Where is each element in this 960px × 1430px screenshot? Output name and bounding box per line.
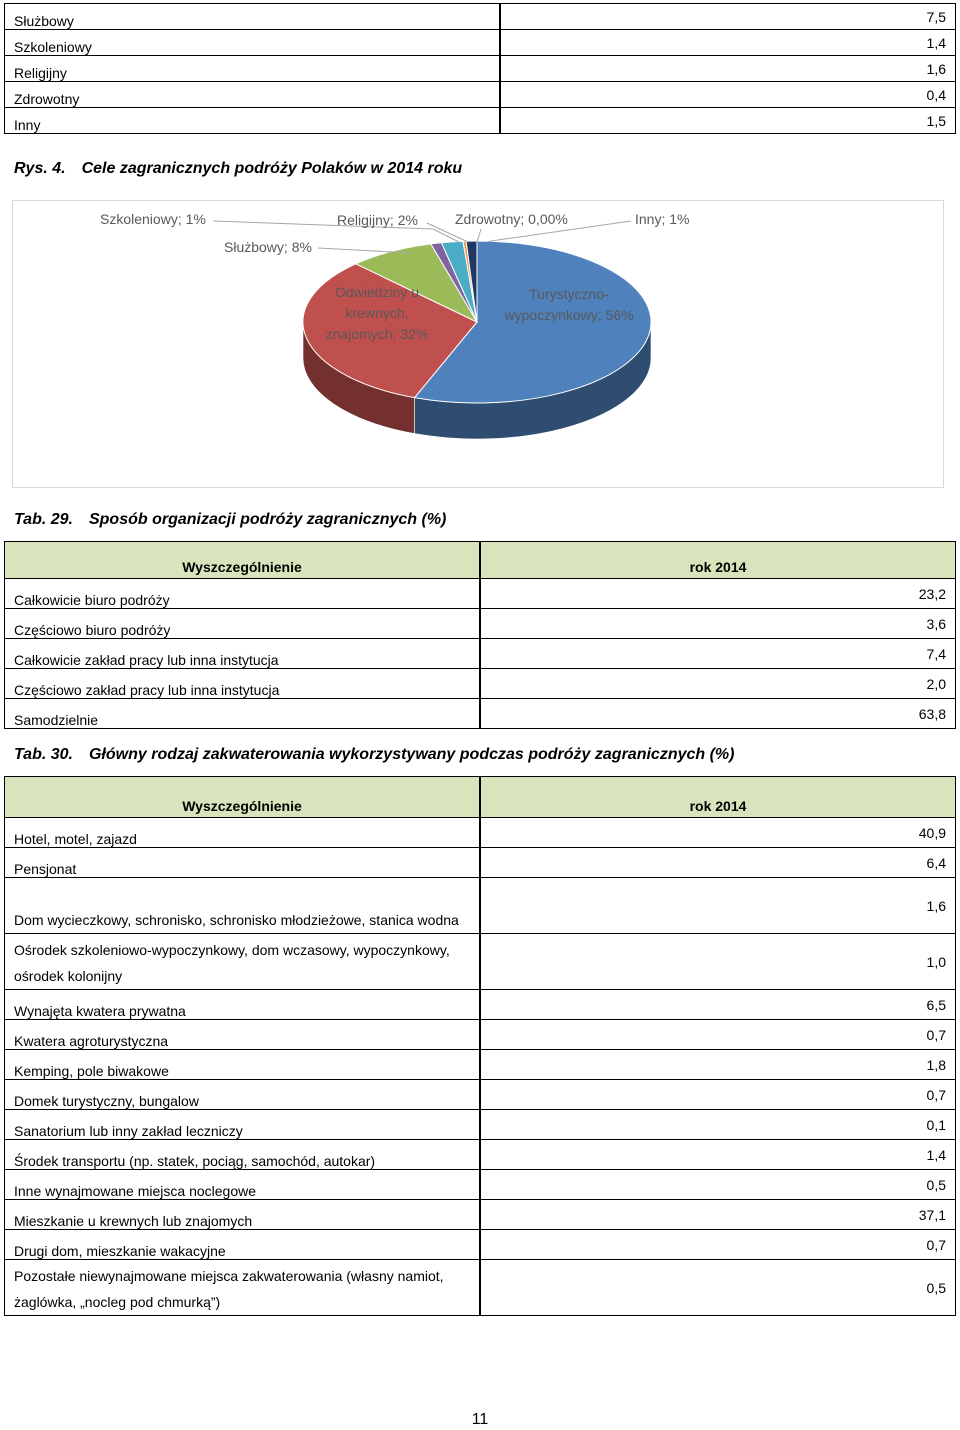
row-value: 2,0 (480, 669, 956, 699)
table-caption (14, 511, 446, 529)
table-row (5, 1200, 956, 1230)
row-label: Inne wynajmowane miejsca noclegowe (5, 1170, 481, 1200)
table-row (5, 934, 956, 990)
row-label: Wynajęta kwatera prywatna (5, 990, 481, 1020)
row-label: Domek turystyczny, bungalow (5, 1080, 481, 1110)
organization-table (4, 541, 956, 729)
table-row (5, 1230, 956, 1260)
table-caption (14, 746, 734, 764)
table-title: Sposób organizacji podróży zagranicznych (%) (88, 511, 447, 528)
column-header: Wyszczególnienie (5, 777, 481, 818)
row-label: Inny (5, 108, 501, 134)
pie-data-label: Turystyczno-wypoczynkowy; 56% (504, 286, 634, 323)
row-value: 0,5 (480, 1260, 956, 1316)
row-value: 0,7 (480, 1020, 956, 1050)
row-value: 0,7 (480, 1080, 956, 1110)
row-label: Drugi dom, mieszkanie wakacyjne (5, 1230, 481, 1260)
table-header-row (5, 777, 956, 818)
row-label: Środek transportu (np. statek, pociąg, samochód, autokar) (5, 1140, 481, 1170)
table-row (5, 818, 956, 848)
row-value: 1,4 (480, 1140, 956, 1170)
row-label: Pensjonat (5, 848, 481, 878)
purpose-table (4, 3, 956, 134)
row-value: 63,8 (480, 699, 956, 729)
table-row (5, 1140, 956, 1170)
table-row (5, 609, 956, 639)
row-label: Religijny (5, 56, 501, 82)
table-row (5, 579, 956, 609)
figure-caption (14, 160, 462, 178)
row-value: 37,1 (480, 1200, 956, 1230)
row-value: 1,8 (480, 1050, 956, 1080)
row-label: Sanatorium lub inny zakład leczniczy (5, 1110, 481, 1140)
pie-data-label: Religijny; 2% (337, 212, 418, 228)
pie-leader-line (477, 229, 481, 242)
table-row (5, 848, 956, 878)
table-row (5, 4, 956, 30)
row-value: 23,2 (480, 579, 956, 609)
row-value: 3,6 (480, 609, 956, 639)
table-row (5, 1170, 956, 1200)
row-label: Hotel, motel, zajazd (5, 818, 481, 848)
row-value: 1,4 (500, 30, 956, 56)
table-header-row (5, 542, 956, 579)
row-value: 7,4 (480, 639, 956, 669)
table-number: Tab. 30. (14, 746, 73, 763)
table-row (5, 669, 956, 699)
row-label: Ośrodek szkoleniowo-wypoczynkowy, dom wczasowy, wypoczynkowy, ośrodek kolonijny (5, 934, 481, 990)
row-value: 6,5 (480, 990, 956, 1020)
table-title: Główny rodzaj zakwaterowania wykorzystywany podczas podróży zagranicznych (%) (88, 746, 735, 763)
row-value: 1,5 (500, 108, 956, 134)
column-header: Wyszczególnienie (5, 542, 481, 579)
row-value: 7,5 (500, 4, 956, 30)
row-label: Szkoleniowy (5, 30, 501, 56)
pie-data-label: Zdrowotny; 0,00% (455, 211, 568, 227)
table-row (5, 1260, 956, 1316)
pie-data-label: Służbowy; 8% (224, 239, 312, 255)
row-value: 1,6 (500, 56, 956, 82)
pie-data-label: Szkoleniowy; 1% (100, 211, 206, 227)
row-label: Zdrowotny (5, 82, 501, 108)
row-value: 0,5 (480, 1170, 956, 1200)
table-number: Tab. 29. (14, 511, 73, 528)
table-row (5, 1080, 956, 1110)
row-value: 0,7 (480, 1230, 956, 1260)
table-row (5, 878, 956, 934)
row-label: Kemping, pole biwakowe (5, 1050, 481, 1080)
figure-number: Rys. 4. (14, 160, 66, 177)
row-label: Kwatera agroturystyczna (5, 1020, 481, 1050)
row-value: 0,1 (480, 1110, 956, 1140)
table-row (5, 639, 956, 669)
row-label: Częściowo biuro podróży (5, 609, 481, 639)
column-header: rok 2014 (480, 542, 956, 579)
row-label: Służbowy (5, 4, 501, 30)
pie-data-label: Odwiedziny u krewnych, znajomych; 32% (325, 284, 429, 342)
pie-data-label: Inny; 1% (635, 211, 690, 227)
table-row (5, 108, 956, 134)
table-row (5, 82, 956, 108)
accommodation-table (4, 776, 956, 1316)
row-value: 6,4 (480, 848, 956, 878)
row-value: 1,0 (480, 934, 956, 990)
pie-chart-svg (13, 201, 943, 487)
row-label: Całkowicie biuro podróży (5, 579, 481, 609)
table-row (5, 30, 956, 56)
row-label: Całkowicie zakład pracy lub inna instytucja (5, 639, 481, 669)
figure-title: Cele zagranicznych podróży Polaków w 2014 roku (81, 160, 463, 177)
table-row (5, 1020, 956, 1050)
row-label: Dom wycieczkowy, schronisko, schronisko młodzieżowe, stanica wodna (5, 878, 481, 934)
row-label: Samodzielnie (5, 699, 481, 729)
row-label: Częściowo zakład pracy lub inna instytucja (5, 669, 481, 699)
pie-chart (12, 200, 944, 488)
table-row (5, 1110, 956, 1140)
table-row (5, 699, 956, 729)
table-row (5, 990, 956, 1020)
row-value: 40,9 (480, 818, 956, 848)
column-header: rok 2014 (480, 777, 956, 818)
table-row (5, 56, 956, 82)
row-value: 1,6 (480, 878, 956, 934)
table-row (5, 1050, 956, 1080)
page-number: 11 (471, 1411, 489, 1428)
row-label: Mieszkanie u krewnych lub znajomych (5, 1200, 481, 1230)
row-value: 0,4 (500, 82, 956, 108)
row-label: Pozostałe niewynajmowane miejsca zakwaterowania (własny namiot, żaglówka, „nocleg pod chmurką”) (5, 1260, 481, 1316)
